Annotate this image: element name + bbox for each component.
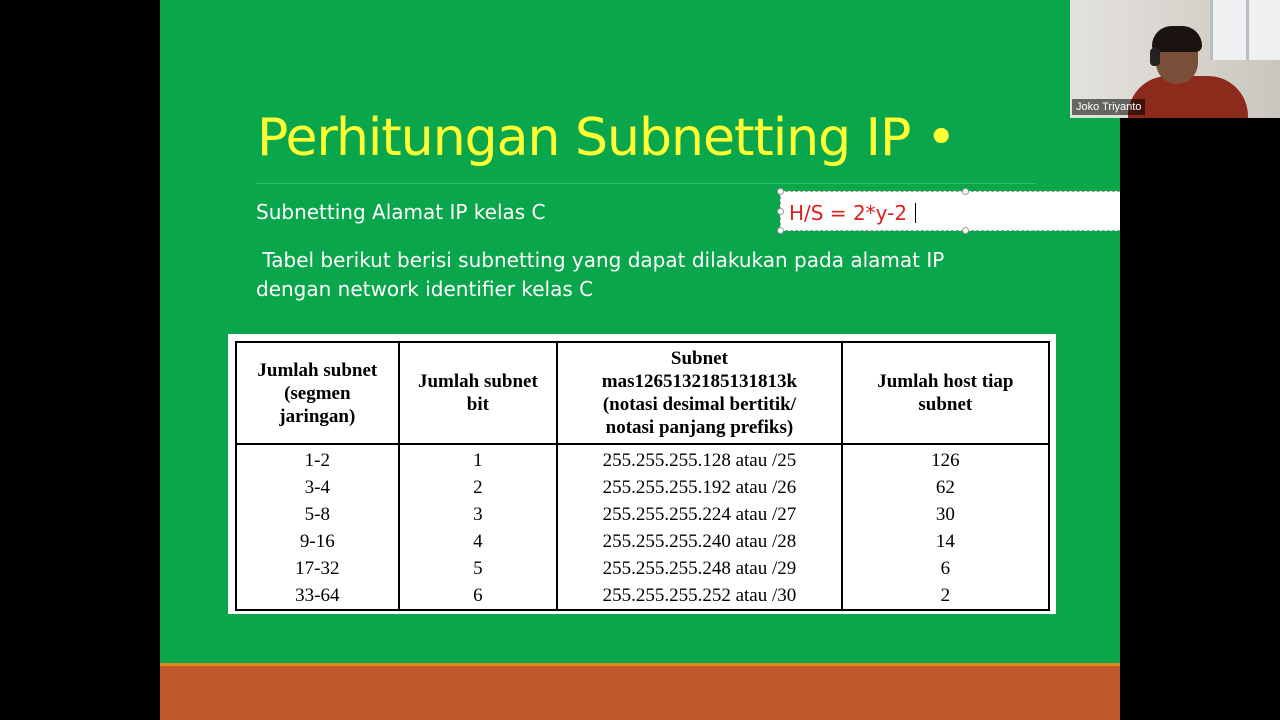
header-jumlah-host: Jumlah host tiap subnet	[842, 342, 1049, 444]
resize-handle-top-left[interactable]	[777, 188, 784, 195]
title-divider	[256, 183, 1036, 184]
slide-subtitle: Subnetting Alamat IP kelas C	[256, 200, 546, 224]
participant-hair	[1152, 26, 1202, 52]
header-subnet-mask: Subnet mas126513218513181​3k (notasi desimal bertitik/ notasi panjang prefiks)	[557, 342, 842, 444]
table-header-row	[236, 342, 1049, 444]
table-row	[236, 582, 1049, 610]
cell-subnet-bit: 3	[399, 501, 558, 528]
cell-subnet-mask: 255.255.255.252 atau /30	[557, 582, 842, 610]
resize-handle-top-middle[interactable]	[962, 188, 969, 195]
cell-subnet-bit: 5	[399, 555, 558, 582]
cell-subnet-bit: 6	[399, 582, 558, 610]
header-jumlah-subnet-bit: Jumlah subnet bit	[399, 342, 558, 444]
paragraph-line-1: Tabel berikut berisi subnetting yang dapat dilakukan pada alamat IP	[256, 248, 945, 272]
formula-text-wrap[interactable]	[789, 201, 916, 225]
formula-textbox[interactable]	[780, 191, 1120, 231]
text-caret	[915, 203, 916, 223]
participant-name-label: Joko Triyanto	[1072, 99, 1145, 115]
footer-bar	[160, 666, 1120, 720]
subnet-table	[235, 341, 1050, 611]
cell-subnet-mask: 255.255.255.240 atau /28	[557, 528, 842, 555]
cell-subnet-mask: 255.255.255.128 atau /25	[557, 444, 842, 474]
slide-paragraph	[256, 246, 1016, 304]
cell-subnet-count: 3-4	[236, 474, 399, 501]
cell-host-count: 14	[842, 528, 1049, 555]
cell-subnet-bit: 1	[399, 444, 558, 474]
formula-text[interactable]: H/S = 2*y-2	[789, 201, 908, 225]
screen-share-margin	[1120, 118, 1280, 720]
cell-host-count: 6	[842, 555, 1049, 582]
table-row	[236, 555, 1049, 582]
table-row	[236, 528, 1049, 555]
resize-handle-middle-left[interactable]	[777, 208, 784, 215]
cell-subnet-count: 5-8	[236, 501, 399, 528]
cell-subnet-bit: 4	[399, 528, 558, 555]
table-row	[236, 474, 1049, 501]
table-row	[236, 444, 1049, 474]
headset-icon	[1150, 48, 1160, 66]
cell-host-count: 126	[842, 444, 1049, 474]
cell-subnet-count: 1-2	[236, 444, 399, 474]
cell-subnet-bit: 2	[399, 474, 558, 501]
participant-body	[1128, 76, 1248, 118]
slide-title: Perhitungan Subnetting IP •	[257, 108, 956, 168]
cell-host-count: 2	[842, 582, 1049, 610]
subnet-table-image	[228, 334, 1056, 614]
cell-subnet-count: 17-32	[236, 555, 399, 582]
video-window-frame	[1246, 0, 1249, 60]
paragraph-line-2: dengan network identifier kelas C	[256, 277, 594, 301]
cell-host-count: 30	[842, 501, 1049, 528]
cell-subnet-count: 33-64	[236, 582, 399, 610]
cell-subnet-mask: 255.255.255.192 atau /26	[557, 474, 842, 501]
table-row	[236, 501, 1049, 528]
cell-subnet-mask: 255.255.255.224 atau /27	[557, 501, 842, 528]
resize-handle-bottom-middle[interactable]	[962, 227, 969, 234]
cell-host-count: 62	[842, 474, 1049, 501]
cell-subnet-mask: 255.255.255.248 atau /29	[557, 555, 842, 582]
cell-subnet-count: 9-16	[236, 528, 399, 555]
resize-handle-bottom-left[interactable]	[777, 227, 784, 234]
video-window-scene	[1210, 0, 1280, 60]
participant-video-tile[interactable]	[1070, 0, 1280, 118]
header-jumlah-subnet: Jumlah subnet (segmen jaringan)	[236, 342, 399, 444]
